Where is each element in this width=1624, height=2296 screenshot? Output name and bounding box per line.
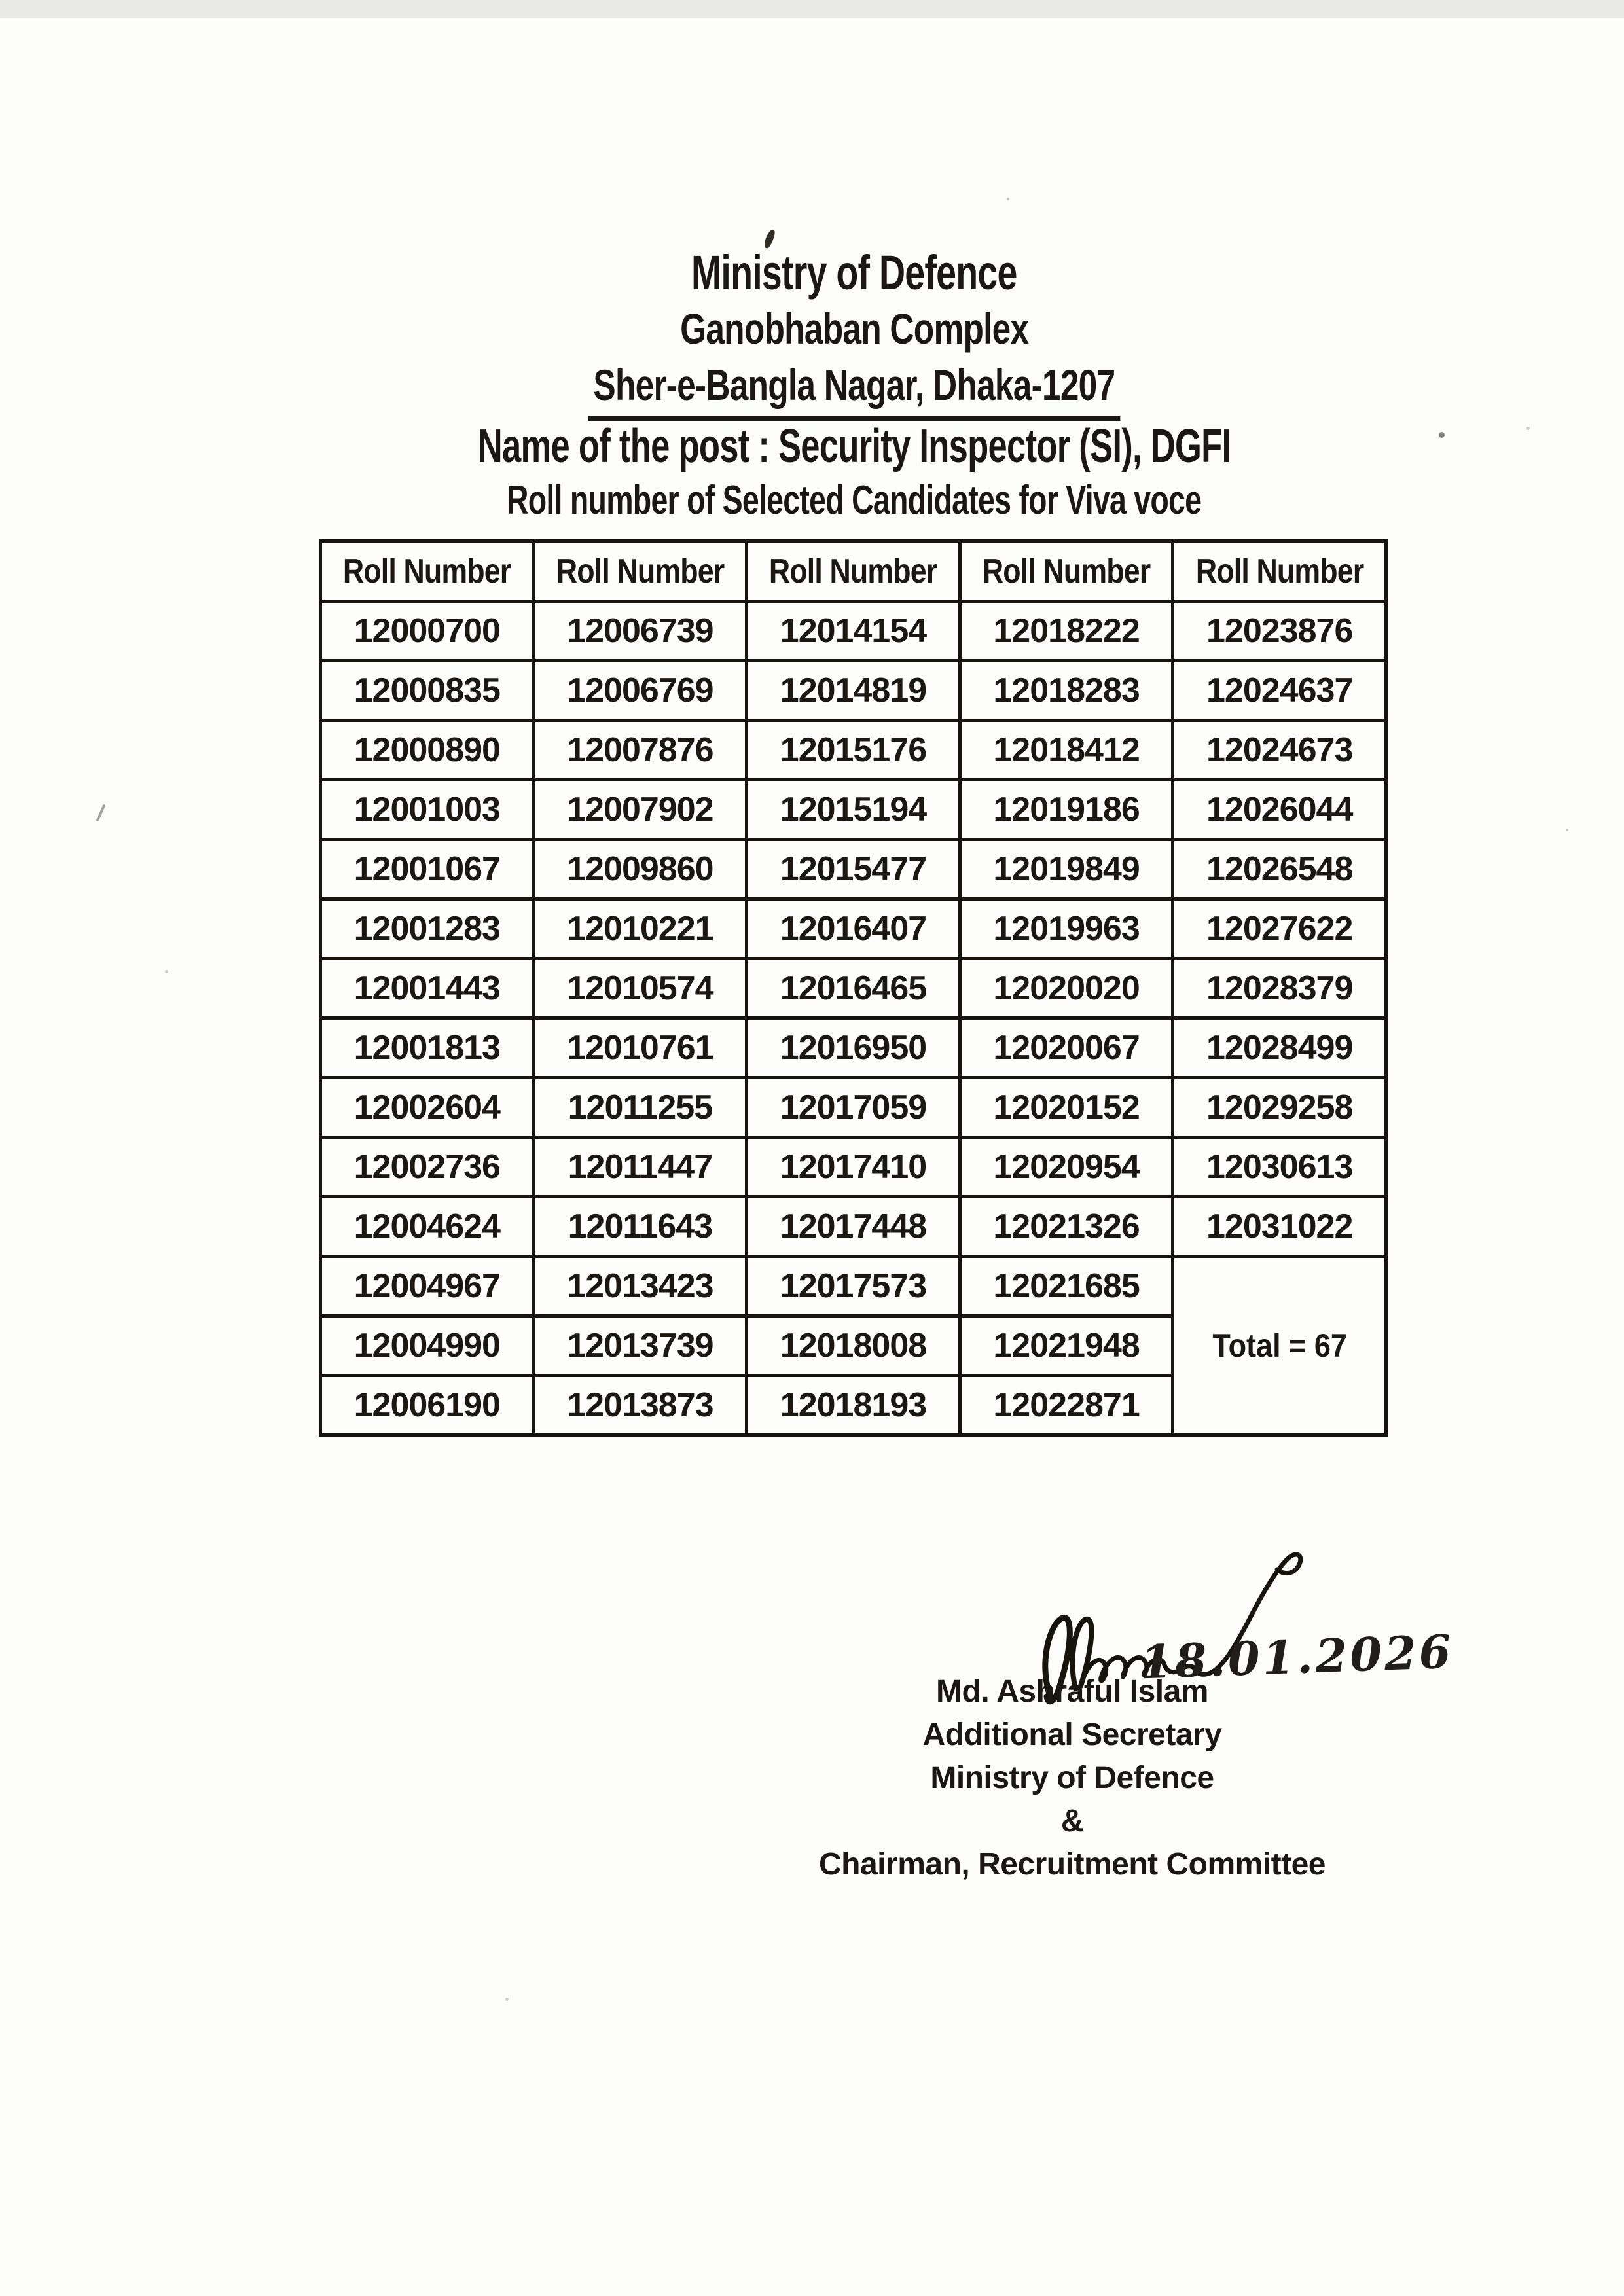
column-header-text: Roll Number bbox=[982, 552, 1151, 590]
roll-number-table bbox=[319, 539, 1388, 1437]
roll-cell: 12024673 bbox=[1173, 721, 1386, 780]
roll-cell: 12020067 bbox=[960, 1018, 1173, 1078]
total-cell bbox=[1173, 1257, 1386, 1435]
roll-cell: 12023876 bbox=[1173, 601, 1386, 661]
roll-cell: 12013423 bbox=[533, 1257, 747, 1316]
roll-cell: 12007902 bbox=[533, 780, 747, 840]
table-row bbox=[321, 1257, 1386, 1316]
document-title-text: Ministry of Defence bbox=[691, 245, 1017, 300]
roll-cell: 12029258 bbox=[1173, 1078, 1386, 1138]
roll-cell: 12009860 bbox=[533, 840, 747, 899]
roll-cell: 12014154 bbox=[747, 601, 960, 661]
roll-cell: 12018008 bbox=[747, 1316, 960, 1376]
roll-cell: 12002736 bbox=[321, 1138, 534, 1197]
table-row bbox=[321, 1138, 1386, 1197]
roll-cell: 12000835 bbox=[321, 661, 534, 721]
document-title bbox=[84, 246, 1624, 300]
column-header bbox=[960, 541, 1173, 601]
roll-cell: 12016465 bbox=[747, 959, 960, 1018]
roll-cell: 12001283 bbox=[321, 899, 534, 959]
roll-cell: 12030613 bbox=[1173, 1138, 1386, 1197]
signatory-name: Md. Ashraful Islam bbox=[936, 1674, 1208, 1709]
roll-cell: 12004967 bbox=[321, 1257, 534, 1316]
table-row bbox=[321, 840, 1386, 899]
table-row bbox=[321, 1078, 1386, 1138]
table-header-row bbox=[321, 541, 1386, 601]
complex-line-text: Ganobhaban Complex bbox=[679, 304, 1029, 353]
roll-cell: 12018283 bbox=[960, 661, 1173, 721]
table-row bbox=[321, 899, 1386, 959]
roll-cell: 12020020 bbox=[960, 959, 1173, 1018]
roll-cell: 12013873 bbox=[533, 1376, 747, 1435]
column-header bbox=[1173, 541, 1386, 601]
complex-line bbox=[84, 305, 1624, 352]
column-header-text: Roll Number bbox=[1195, 552, 1363, 590]
column-header-text: Roll Number bbox=[556, 552, 725, 590]
roll-cell: 12021948 bbox=[960, 1316, 1173, 1376]
roll-cell: 12015477 bbox=[747, 840, 960, 899]
roll-cell: 12017410 bbox=[747, 1138, 960, 1197]
column-header bbox=[747, 541, 960, 601]
roll-cell: 12001813 bbox=[321, 1018, 534, 1078]
scan-speck bbox=[1007, 198, 1009, 200]
roll-cell: 12006769 bbox=[533, 661, 747, 721]
roll-cell: 12018193 bbox=[747, 1376, 960, 1435]
roll-cell: 12015176 bbox=[747, 721, 960, 780]
post-name-text: Name of the post : Security Inspector (SI), DGFI bbox=[477, 420, 1231, 473]
roll-cell: 12017448 bbox=[747, 1197, 960, 1257]
roll-cell: 12020152 bbox=[960, 1078, 1173, 1138]
address-line bbox=[84, 361, 1624, 421]
table-row bbox=[321, 661, 1386, 721]
roll-cell: 12014819 bbox=[747, 661, 960, 721]
roll-cell: 12031022 bbox=[1173, 1197, 1386, 1257]
roll-cell: 12016950 bbox=[747, 1018, 960, 1078]
roll-cell: 12004990 bbox=[321, 1316, 534, 1376]
roll-cell: 12000700 bbox=[321, 601, 534, 661]
table-row bbox=[321, 601, 1386, 661]
signatory-title: Additional Secretary bbox=[922, 1717, 1222, 1752]
roll-cell: 12010574 bbox=[533, 959, 747, 1018]
scan-speck bbox=[165, 970, 168, 973]
list-subtitle bbox=[84, 478, 1624, 524]
table-row bbox=[321, 1197, 1386, 1257]
table-row bbox=[321, 959, 1386, 1018]
roll-cell: 12001443 bbox=[321, 959, 534, 1018]
list-subtitle-text: Roll number of Selected Candidates for Viva voce bbox=[507, 478, 1202, 523]
post-name-line bbox=[84, 420, 1624, 473]
scan-artifact bbox=[96, 804, 105, 821]
roll-cell: 12027622 bbox=[1173, 899, 1386, 959]
roll-cell: 12022871 bbox=[960, 1376, 1173, 1435]
roll-cell: 12024637 bbox=[1173, 661, 1386, 721]
roll-cell: 12021685 bbox=[960, 1257, 1173, 1316]
roll-cell: 12013739 bbox=[533, 1316, 747, 1376]
address-line-text: Sher-e-Bangla Nagar, Dhaka-1207 bbox=[588, 361, 1121, 421]
roll-cell: 12001067 bbox=[321, 840, 534, 899]
roll-cell: 12010761 bbox=[533, 1018, 747, 1078]
table-row bbox=[321, 721, 1386, 780]
roll-cell: 12001003 bbox=[321, 780, 534, 840]
roll-cell: 12026548 bbox=[1173, 840, 1386, 899]
roll-table-body bbox=[321, 601, 1386, 1435]
ampersand: & bbox=[1060, 1804, 1084, 1839]
roll-cell: 12007876 bbox=[533, 721, 747, 780]
roll-cell: 12028499 bbox=[1173, 1018, 1386, 1078]
roll-cell: 12019963 bbox=[960, 899, 1173, 959]
roll-cell: 12019186 bbox=[960, 780, 1173, 840]
scan-speck bbox=[1566, 829, 1568, 831]
roll-cell: 12018222 bbox=[960, 601, 1173, 661]
roll-cell: 12021326 bbox=[960, 1197, 1173, 1257]
signature-date: 18.01.2026 bbox=[1139, 1624, 1454, 1690]
roll-cell: 12000890 bbox=[321, 721, 534, 780]
total-label: Total = 67 bbox=[1212, 1327, 1347, 1364]
table-row bbox=[321, 1018, 1386, 1078]
roll-cell: 12004624 bbox=[321, 1197, 534, 1257]
roll-cell: 12011643 bbox=[533, 1197, 747, 1257]
roll-cell: 12016407 bbox=[747, 899, 960, 959]
roll-cell: 12017573 bbox=[747, 1257, 960, 1316]
signatory-org: Ministry of Defence bbox=[930, 1761, 1214, 1795]
column-header bbox=[321, 541, 534, 601]
roll-cell: 12006739 bbox=[533, 601, 747, 661]
roll-cell: 12018412 bbox=[960, 721, 1173, 780]
roll-cell: 12002604 bbox=[321, 1078, 534, 1138]
roll-cell: 12015194 bbox=[747, 780, 960, 840]
roll-cell: 12020954 bbox=[960, 1138, 1173, 1197]
signatory-role: Chairman, Recruitment Committee bbox=[819, 1847, 1326, 1882]
roll-cell: 12011447 bbox=[533, 1138, 747, 1197]
column-header bbox=[533, 541, 747, 601]
roll-cell: 12017059 bbox=[747, 1078, 960, 1138]
roll-cell: 12006190 bbox=[321, 1376, 534, 1435]
roll-cell: 12010221 bbox=[533, 899, 747, 959]
roll-cell: 12019849 bbox=[960, 840, 1173, 899]
roll-cell: 12028379 bbox=[1173, 959, 1386, 1018]
scanner-edge-band bbox=[0, 0, 1624, 18]
roll-cell: 12011255 bbox=[533, 1078, 747, 1138]
scan-speck bbox=[505, 1998, 509, 2001]
roll-cell: 12026044 bbox=[1173, 780, 1386, 840]
column-header-text: Roll Number bbox=[769, 552, 937, 590]
table-row bbox=[321, 780, 1386, 840]
column-header-text: Roll Number bbox=[343, 552, 511, 590]
signatory-block bbox=[745, 1670, 1399, 1886]
